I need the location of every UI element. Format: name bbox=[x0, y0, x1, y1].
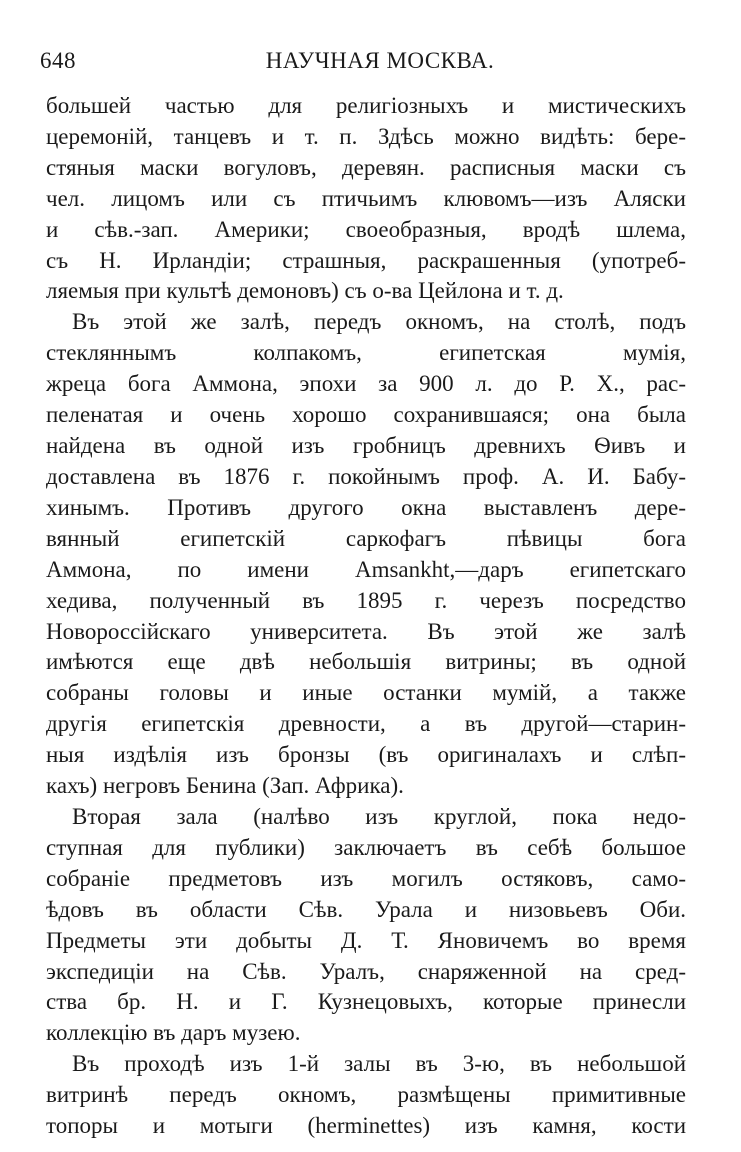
text-line: Новороссiйскаго университета. Въ этой же залѣ bbox=[46, 618, 686, 644]
text-line: Вторая зала (налѣво изъ круглой, пока недо- bbox=[72, 803, 686, 829]
text-line: пеленатая и очень хорошо сохранившаяся; она была bbox=[46, 402, 686, 428]
text-line: стекляннымъ колпакомъ, египетская мумiя, bbox=[46, 340, 686, 366]
text-line: Въ этой же залѣ, передъ окномъ, на столѣ, подъ bbox=[72, 309, 686, 335]
text-line: найдена въ одной изъ гробницъ древнихъ Ѳивъ и bbox=[46, 433, 686, 459]
text-line: Аммона, по имени Amsankht,—даръ египетскаго bbox=[46, 556, 686, 582]
text-line: витринѣ передъ окномъ, размѣщены примитивные bbox=[46, 1082, 686, 1108]
text-line: и сѣв.-зап. Америки; своеобразныя, вродѣ шлема, bbox=[46, 216, 686, 242]
text-line: вянный египетскiй саркофагъ пѣвицы бога bbox=[46, 525, 686, 551]
text-line: церемонiй, танцевъ и т. п. Здѣсь можно видѣть: бере- bbox=[46, 123, 686, 149]
text-line: ступная для публики) заключаетъ въ себѣ большое bbox=[46, 834, 686, 860]
text-line: чел. лицомъ или съ птичьимъ клювомъ—изъ Аляски bbox=[46, 185, 686, 211]
text-line: собраны головы и иные останки мумiй, а также bbox=[46, 680, 686, 706]
text-line: доставлена въ 1876 г. покойнымъ проф. А. И. Бабу- bbox=[46, 463, 686, 489]
text-line: кахъ) негровъ Бенина (Зап. Африка). bbox=[46, 773, 404, 799]
page-number: 648 bbox=[40, 48, 76, 73]
text-line: ныя издѣлiя изъ бронзы (въ оригиналахъ и слѣп- bbox=[46, 742, 686, 768]
text-line: Предметы эти добыты Д. Т. Яновичемъ во время bbox=[46, 927, 686, 953]
text-line: большей частью для религiозныхъ и мистическихъ bbox=[46, 93, 686, 118]
text-line: топоры и мотыги (herminettes) изъ камня, кости bbox=[46, 1113, 686, 1139]
running-head bbox=[40, 48, 690, 78]
text-line: ѣдовъ въ области Сѣв. Урала и низовьевъ Оби. bbox=[46, 896, 686, 922]
text-line: Въ проходѣ изъ 1-й залы въ 3-ю, въ небольшой bbox=[72, 1051, 686, 1077]
text-line: хинымъ. Противъ другого окна выставленъ дере- bbox=[46, 494, 686, 520]
text-line: ляемыя при культѣ демоновъ) съ о-ва Цейлона и т. д. bbox=[46, 278, 564, 304]
text-line: стяныя маски вогуловъ, деревян. расписныя маски съ bbox=[46, 154, 686, 180]
text-line: жреца бога Аммона, эпохи за 900 л. до Р. Х., рас- bbox=[46, 371, 686, 397]
text-line: коллекцiю въ даръ музею. bbox=[46, 1020, 301, 1046]
text-line: собранiе предметовъ изъ могилъ остяковъ, само- bbox=[46, 865, 686, 891]
text-line: хедива, полученный въ 1895 г. черезъ посредство bbox=[46, 587, 686, 613]
text-line: другiя египетскiя древности, а въ другой—старин- bbox=[46, 711, 686, 737]
text-line: съ Н. Ирландiи; страшныя, раскрашенныя (употреб- bbox=[46, 247, 686, 273]
text-line: экспедицiи на Сѣв. Уралъ, снаряженной на сред- bbox=[46, 958, 686, 984]
text-line: имѣются еще двѣ небольшiя витрины; въ одной bbox=[46, 649, 686, 675]
running-title: НАУЧНАЯ МОСКВА. bbox=[265, 48, 495, 73]
text-line: ства бр. Н. и Г. Кузнецовыхъ, которые принесли bbox=[46, 989, 686, 1015]
